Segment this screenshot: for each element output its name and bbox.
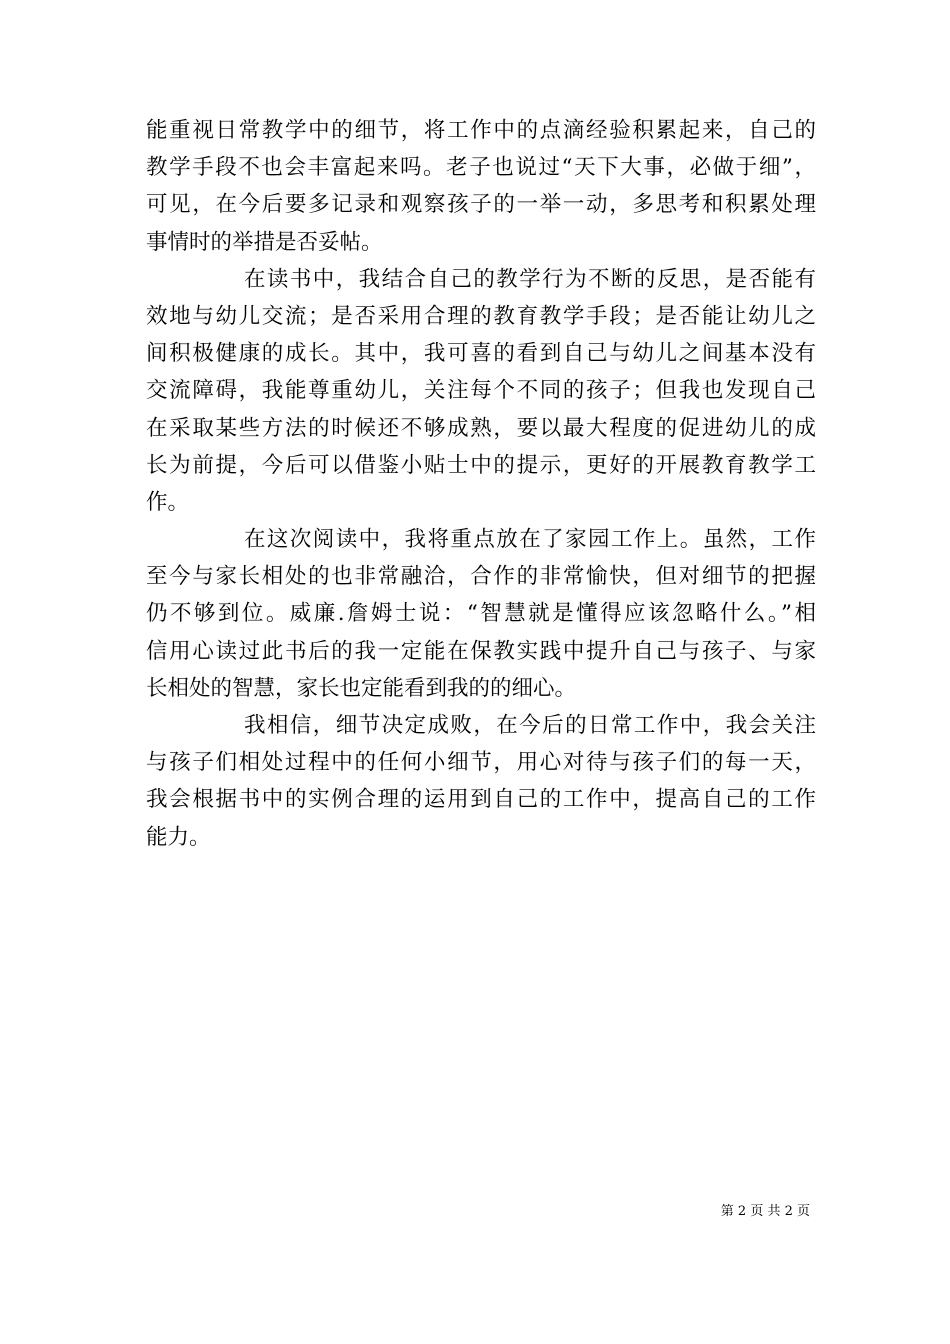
text-line: 与孩子们相处过程中的任何小细节，用心对待与孩子们的每一天， (146, 750, 816, 776)
text-line: 能力。 (146, 824, 211, 850)
paragraph (146, 112, 816, 261)
text-line: 至今与家长相处的也非常融洽，合作的非常愉快，但对细节的把握 (146, 564, 816, 590)
text-line: 我相信，细节决定成败，在今后的日常工作中，我会关注 (244, 713, 816, 738)
text-line: 仍不够到位。威廉.詹姆士说：“智慧就是懂得应该忽略什么。”相 (146, 601, 816, 627)
text-line: 长相处的智慧，家长也定能看到我的的细心。 (146, 675, 577, 701)
text-line: 在采取某些方法的时候还不够成熟，要以最大程度的促进幼儿的成 (146, 415, 816, 441)
text-line: 交流障碍，我能尊重幼儿，关注每个不同的孩子；但我也发现自己 (146, 378, 816, 404)
text-line: 在这次阅读中，我将重点放在了家园工作上。虽然，工作 (244, 527, 816, 553)
paragraph (146, 261, 816, 521)
text-line: 在读书中，我结合自己的教学行为不断的反思，是否能有 (244, 266, 816, 292)
text-line: 我会根据书中的实例合理的运用到自己的工作中，提高自己的工作 (146, 787, 816, 813)
text-line: 信用心读过此书后的我一定能在保教实践中提升自己与孩子、与家 (146, 638, 816, 664)
document-body (146, 112, 816, 856)
page-number-footer: 第 2 页 共 2 页 (720, 1204, 810, 1219)
text-line: 可见，在今后要多记录和观察孩子的一举一动，多思考和积累处理 (146, 192, 816, 218)
text-line: 能重视日常教学中的细节，将工作中的点滴经验积累起来，自己的 (146, 118, 816, 143)
text-line: 效地与幼儿交流；是否采用合理的教育教学手段；是否能让幼儿之 (146, 303, 816, 329)
paragraph (146, 521, 816, 707)
text-line: 作。 (146, 489, 190, 515)
text-line: 事情时的举措是否妥帖。 (146, 229, 383, 255)
text-line: 教学手段不也会丰富起来吗。老子也说过“天下大事，必做于细”， (146, 155, 816, 181)
paragraph (146, 707, 816, 856)
text-line: 间积极健康的成长。其中，我可喜的看到自己与幼儿之间基本没有 (146, 341, 816, 367)
text-line: 长为前提，今后可以借鉴小贴士中的提示，更好的开展教育教学工 (146, 452, 816, 478)
